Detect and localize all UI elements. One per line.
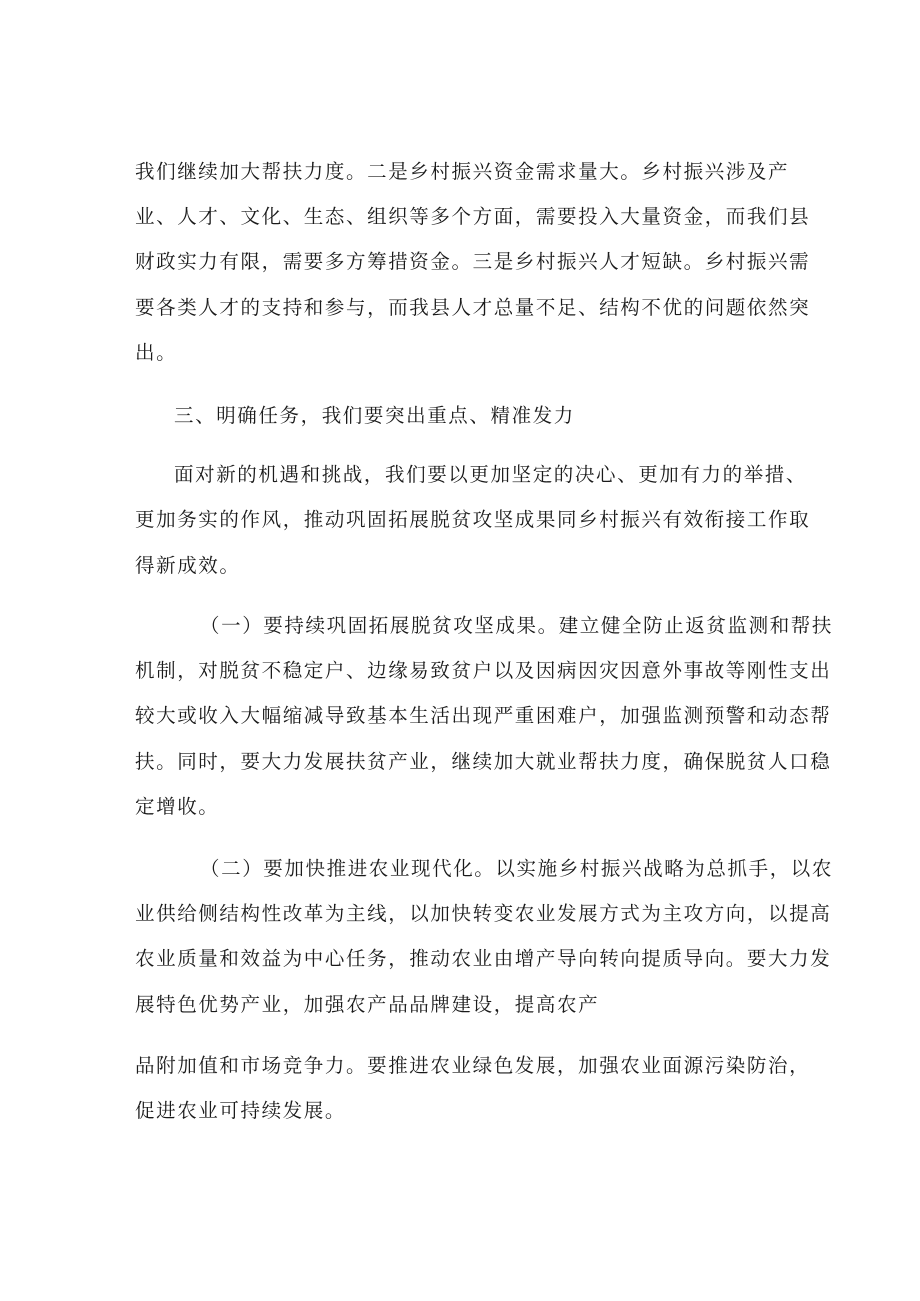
text-line: 较大或收入大幅缩减导致基本生活出现严重困难户，加强监测预警和动态帮 <box>135 704 832 727</box>
text-line: 要各类人才的支持和参与，而我县人才总量不足、结构不优的问题依然突 <box>135 296 811 319</box>
text-line: 面对新的机遇和挑战，我们要以更加坚定的决心、更加有力的举措、 <box>174 463 808 486</box>
section-heading: 三、明确任务，我们要突出重点、精准发力 <box>174 404 575 427</box>
text-line: 品附加值和市场竞争力。要推进农业绿色发展，加强农业面源污染防治， <box>135 1054 811 1077</box>
text-line: 促进农业可持续发展。 <box>135 1099 347 1122</box>
text-line: 财政实力有限，需要多方筹措资金。三是乡村振兴人才短缺。乡村振兴需 <box>135 250 811 273</box>
text-line: 扶。同时，要大力发展扶贫产业，继续加大就业帮扶力度，确保脱贫人口稳 <box>135 750 832 773</box>
text-line: 出。 <box>135 341 178 364</box>
text-line: 更加务实的作风，推动巩固拓展脱贫攻坚成果同乡村振兴有效衔接工作取 <box>135 508 811 531</box>
text-line: （二）要加快推进农业现代化。以实施乡村振兴战略为总抓手，以农 <box>200 857 834 880</box>
text-line: 农业质量和效益为中心任务，推动农业由增产导向转向提质导向。要大力发 <box>135 947 832 970</box>
text-line: 展特色优势产业，加强农产品品牌建设，提高农产 <box>135 993 600 1016</box>
text-line: 得新成效。 <box>135 554 241 577</box>
text-line: 定增收。 <box>135 795 220 818</box>
text-line: 业供给侧结构性改革为主线，以加快转变农业发展方式为主攻方向，以提高 <box>135 902 832 925</box>
text-line: （一）要持续巩固拓展脱贫攻坚成果。建立健全防止返贫监测和帮扶 <box>200 614 834 637</box>
text-line: 机制，对脱贫不稳定户、边缘易致贫户以及因病因灾因意外事故等刚性支出 <box>135 659 832 682</box>
text-line: 我们继续加大帮扶力度。二是乡村振兴资金需求量大。乡村振兴涉及产 <box>135 160 790 183</box>
text-line: 业、人才、文化、生态、组织等多个方面，需要投入大量资金，而我们县 <box>135 205 811 228</box>
